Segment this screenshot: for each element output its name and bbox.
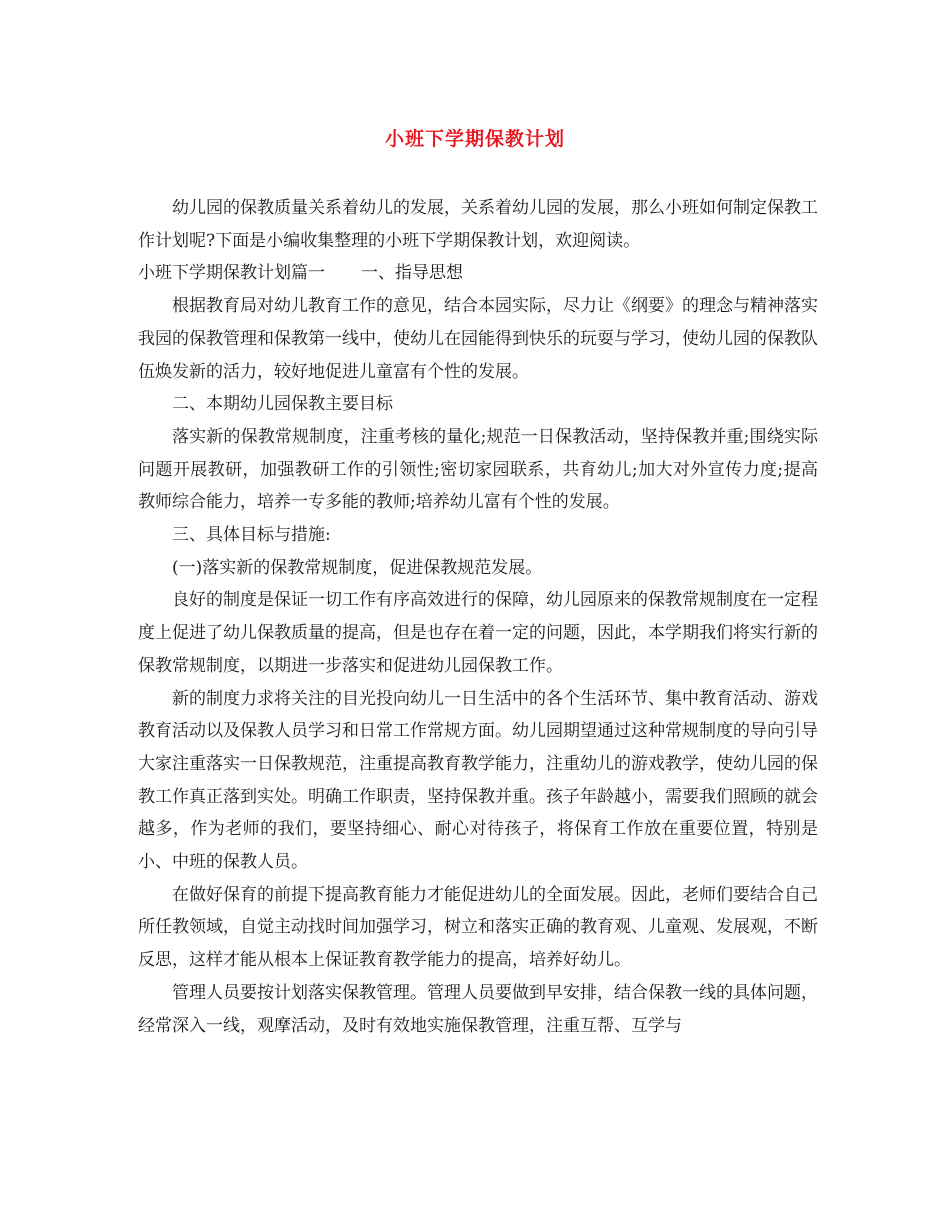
section-line-right: 一、指导思想 <box>361 263 463 284</box>
subheading-system: (一)落实新的保教常规制度，促进保教规范发展。 <box>172 557 543 578</box>
document-title: 小班下学期保教计划 <box>384 128 565 150</box>
paragraph-education: 在做好保育的前提下提高教育能力才能促进幼儿的全面发展。因此，老师们要结合自己所任教领域，自觉主动找时间加强学习，树立和落实正确的教育观、儿童观、发展观，不断反思，这样才能从根本上保证教育教学能力的提高，培养好幼儿。 <box>138 884 818 971</box>
section-line <box>138 257 818 290</box>
paragraph-main-goals: 落实新的保教常规制度，注重考核的量化;规范一日保教活动，坚持保教并重;围绕实际问题开展教研，加强教研工作的引领性;密切家园联系，共育幼儿;加大对外宣传力度;提高教师综合能力，培养一专多能的教师;培养幼儿富有个性的发展。 <box>138 426 818 513</box>
heading-main-goals: 二、本期幼儿园保教主要目标 <box>172 394 393 415</box>
paragraph-management: 管理人员要按计划落实保教管理。管理人员要做到早安排，结合保教一线的具体问题，经常深入一线，观摩活动，及时有效地实施保教管理，注重互帮、互学与 <box>138 982 818 1036</box>
paragraph-guiding-thought: 根据教育局对幼儿教育工作的意见，结合本园实际，尽力让《纲要》的理念与精神落实我园的保教管理和保教第一线中，使幼儿在园能得到快乐的玩耍与学习，使幼儿园的保教队伍焕发新的活力，较好地促进儿童富有个性的发展。 <box>138 296 818 382</box>
intro-paragraph: 幼儿园的保教质量关系着幼儿的发展，关系着幼儿园的发展，那么小班如何制定保教工作计划呢?下面是小编收集整理的小班下学期保教计划，欢迎阅读。 <box>138 198 818 251</box>
document-body <box>138 192 818 1042</box>
heading-measures: 三、具体目标与措施: <box>172 525 331 546</box>
paragraph-system: 良好的制度是保证一切工作有序高效进行的保障，幼儿园原来的保教常规制度在一定程度上促进了幼儿保教质量的提高，但是也存在着一定的问题，因此，本学期我们将实行新的保教常规制度，以期进一步落实和促进幼儿园保教工作。 <box>138 590 818 676</box>
section-line-left: 小班下学期保教计划篇一 <box>138 263 325 284</box>
paragraph-new-system: 新的制度力求将关注的目光投向幼儿一日生活中的各个生活环节、集中教育活动、游戏教育活动以及保教人员学习和日常工作常规方面。幼儿园期望通过这种常规制度的导向引导大家注重落实一日保教规范，注重提高教育教学能力，注重幼儿的游戏教学，使幼儿园的保教工作真正落到实处。明确工作职责，坚持保教并重。孩子年龄越小，需要我们照顾的就会越多，作为老师的我们，要坚持细心、耐心对待孩子，将保育工作放在重要位置，特别是小、中班的保教人员。 <box>138 688 818 873</box>
